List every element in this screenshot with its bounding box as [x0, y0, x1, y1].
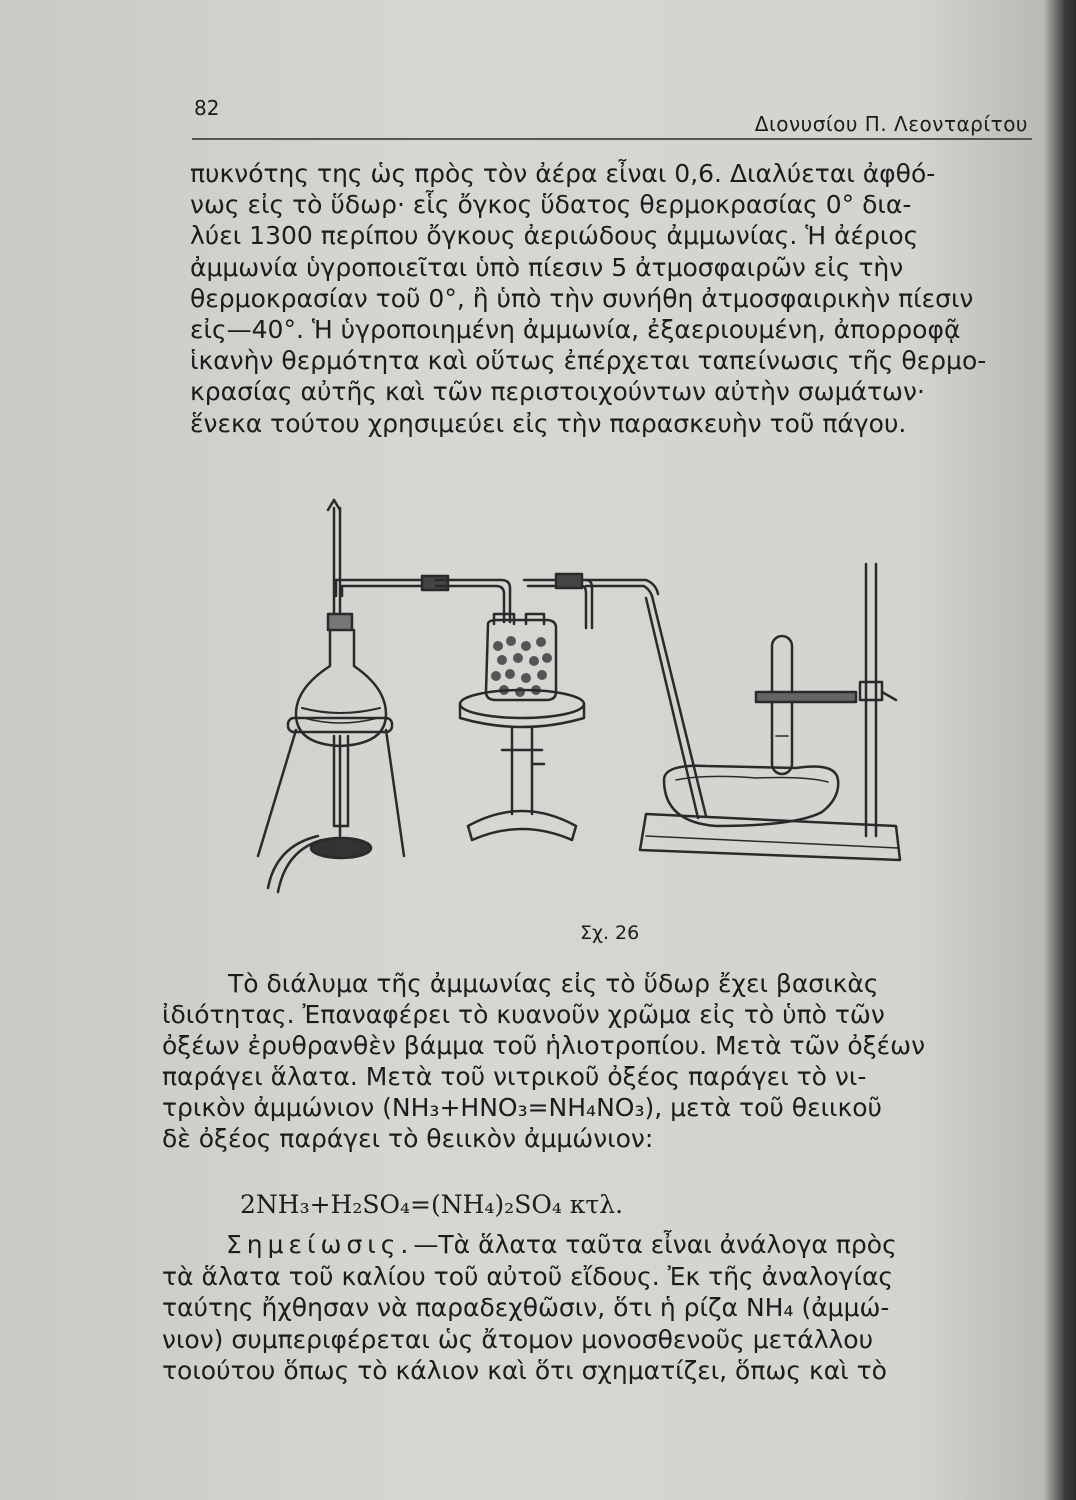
text-line: τοιούτου ὅπως τὸ κάλιον καὶ ὅτι σχηματίζει, ὅπως καὶ τὸ [162, 1356, 887, 1385]
text-line: ἕνεκα τούτου χρησιμεύει εἰς τὴν παρασκευὴν τοῦ πάγου. [190, 408, 907, 438]
paragraph-2 [162, 968, 1022, 1154]
delivery-tube [652, 596, 706, 816]
text-line: ταύτης ἤχθησαν νὰ παραδεχθῶσιν, ὅτι ἡ ρίζα NH₄ (ἀμμώ- [162, 1293, 890, 1322]
ammonia-apparatus-illustration [236, 496, 906, 906]
note-text: —Τὰ ἅλατα ταῦτα εἶναι ἀνάλογα πρὸς [413, 1230, 897, 1259]
page-number: 82 [194, 96, 220, 120]
trough-and-clamp-stand [640, 564, 900, 860]
text-line: ὀξέων ἐρυθρανθὲν βάμμα τοῦ ἡλιοτροπίου. Μετὰ τῶν ὀξέων [162, 1031, 926, 1060]
text-line: εἰς—40°. Ἡ ὑγροποιημένη ἀμμωνία, ἐξαεριουμένη, ἀπορροφᾷ [190, 314, 961, 344]
text-line: τὰ ἅλατα τοῦ καλίου τοῦ αὐτοῦ εἴδους. Ἐκ τῆς ἀναλογίας [162, 1261, 894, 1291]
running-head: Διονυσίου Π. Λεονταρίτου [754, 112, 1028, 136]
text-line: ἱκανὴν θερμότητα καὶ οὕτως ἐπέρχεται ταπείνωσις τῆς θερμο- [190, 346, 987, 376]
text-line: δὲ ὀξέος παράγει τὸ θειικὸν ἀμμώνιον: [162, 1124, 654, 1153]
text-line: Τὸ διάλυμα τῆς ἀμμωνίας εἰς τὸ ὕδωρ ἔχει βασικὰς [228, 969, 879, 998]
paragraph-1 [190, 158, 1040, 439]
text-line: θερμοκρασίαν τοῦ 0°, ἢ ὑπὸ τὴν συνήθη ἀτμοσφαιρικὴν πίεσιν [190, 283, 974, 313]
text-line: ἀμμωνία ὑγροποιεῖται ὑπὸ πίεσιν 5 ἀτμοσφαιρῶν εἰς τὴν [190, 252, 904, 282]
text-line: πυκνότης της ὡς πρὸς τὸν ἀέρα εἶναι 0,6. Διαλύεται ἀφθό- [190, 159, 936, 188]
text-line [162, 1229, 1022, 1261]
drying-bottle-on-stand [460, 574, 658, 840]
text-line: νως εἰς τὸ ὕδωρ· εἷς ὄγκος ὕδατος θερμοκρασίας 0° δια- [190, 190, 912, 220]
text-line: τρικὸν ἀμμώνιον (NH₃+HNO₃=NH₄NO₃), μετὰ τοῦ θειικοῦ [162, 1093, 882, 1122]
paragraph-3 [162, 1229, 1022, 1387]
note-label: Σημείωσις. [226, 1230, 414, 1259]
text-line: παράγει ἅλατα. Μετὰ τοῦ νιτρικοῦ ὀξέος παράγει τὸ νι- [162, 1062, 867, 1091]
header-rule [192, 138, 1032, 140]
text-line: κρασίας αὐτῆς καὶ τῶν περιστοιχούντων αὐτὴν σωμάτων· [190, 377, 925, 407]
figure-caption: Σχ. 26 [580, 922, 640, 944]
text-line: λύει 1300 περίπου ὄγκους ἀεριώδους ἀμμωνίας. Ἡ ἀέριος [190, 221, 919, 251]
chemical-formula: 2NH₃+H₂SO₄=(NH₄)₂SO₄ κτλ. [240, 1190, 624, 1219]
text-line: νιον) συμπεριφέρεται ὡς ἄτομον μονοσθενοῦς μετάλλου [162, 1324, 874, 1354]
text-line: ἰδιότητας. Ἐπαναφέρει τὸ κυανοῦν χρῶμα εἰς τὸ ὑπὸ τῶν [162, 1000, 885, 1029]
